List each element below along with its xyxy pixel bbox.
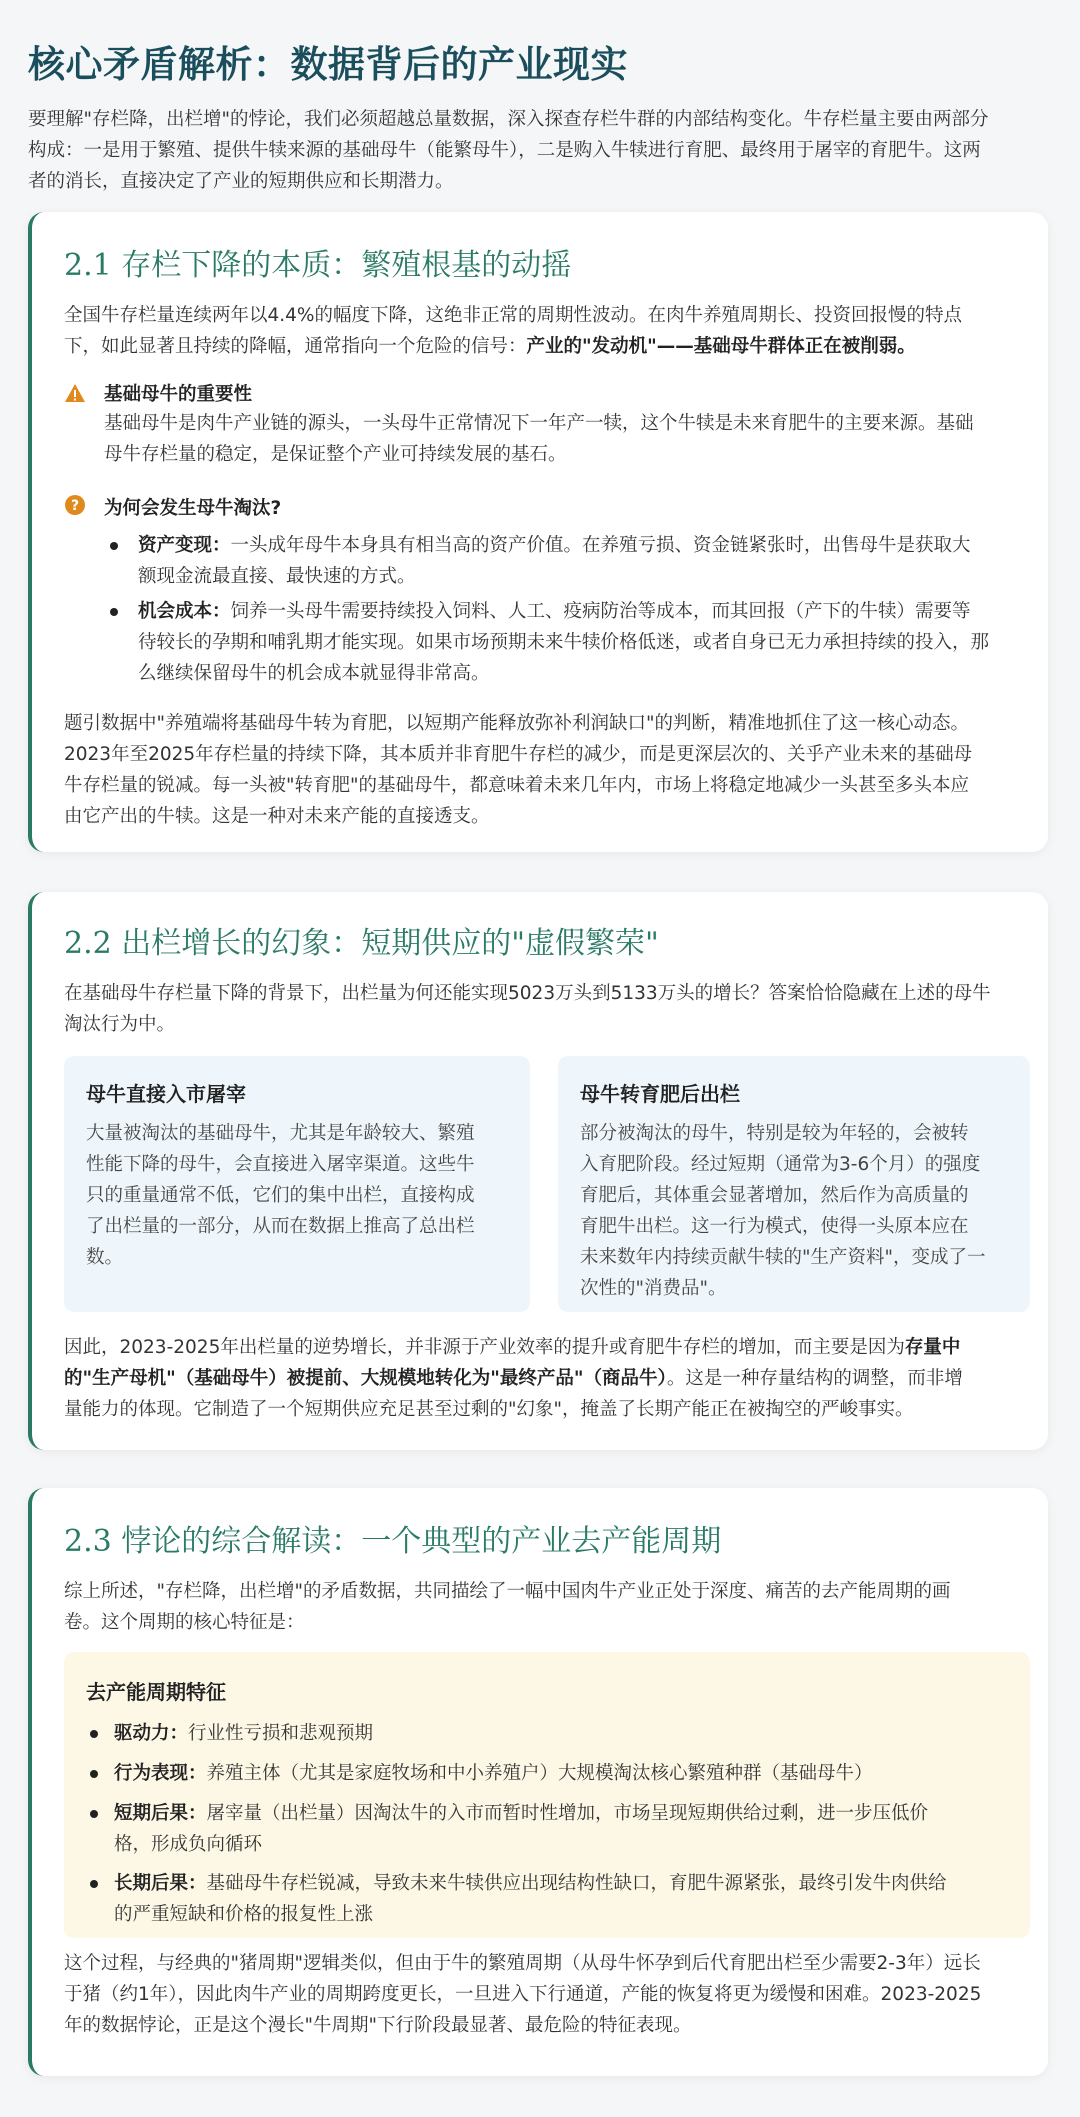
paragraph-line: 2023年至2025年存栏量的持续下降，其本质并非育肥牛存栏的减少，而是更深层次的、关乎产业未来的基础母 <box>64 744 973 765</box>
info-line: 性能下降的母牛，会直接进入屠宰渠道。这些牛 <box>86 1154 475 1175</box>
paragraph-line: 由它产出的牛犊。这是一种对未来产能的直接透支。 <box>64 806 490 827</box>
feature-text: 养殖主体（尤其是家庭牧场和中小养殖户）大规模淘汰核心繁殖种群（基础母牛） <box>206 1763 873 1784</box>
section-card-2-3 <box>28 1488 1048 2076</box>
section-heading: 2.2 出栏增长的幻象：短期供应的"虚假繁荣" <box>64 926 659 961</box>
info-box-title: 母牛直接入市屠宰 <box>86 1082 246 1106</box>
paragraph-line: 年的数据悖论，正是这个漫长"牛周期"下行阶段最显著、最危险的特征表现。 <box>64 2015 692 2036</box>
info-line: 数。 <box>86 1247 124 1268</box>
section-card-2-1 <box>28 212 1048 852</box>
info-box-text <box>86 1118 475 1273</box>
section-paragraph <box>64 1332 1030 1425</box>
paragraph-text: 。这是一种存量结构的调整，而非增 <box>666 1368 963 1389</box>
bullet-dot <box>90 1880 98 1888</box>
paragraph-line <box>64 331 1030 362</box>
svg-text:?: ? <box>70 498 80 514</box>
intro-line: 构成：一是用于繁殖、提供牛犊来源的基础母牛（能繁母牛），二是购入牛犊进行育肥、最终用于屠宰的育肥牛。这两 <box>28 140 981 161</box>
paragraph-line: 牛存栏量的锐减。每一头被"转育肥"的基础母牛，都意味着未来几年内，市场上将稳定地减少一头甚至多头本应 <box>64 775 970 796</box>
page-title: 核心矛盾解析：数据背后的产业现实 <box>28 43 628 86</box>
note-title: 基础母牛的重要性 <box>104 384 253 405</box>
feature-text: 行业性亏损和悲观预期 <box>188 1723 374 1744</box>
list-item <box>104 596 1034 689</box>
bullet-dot <box>90 1770 98 1778</box>
info-line: 育肥牛出栏。这一行为模式，使得一头原本应在 <box>580 1216 969 1237</box>
section-paragraph <box>64 300 1030 362</box>
note-line: 基础母牛是肉牛产业链的源头，一头母牛正常情况下一年产一犊，这个牛犊是未来育肥牛的主要来源。基础 <box>104 413 974 434</box>
feature-text: 屠宰量（出栏量）因淘汰牛的入市而暂时性增加，市场呈现短期供给过剩，进一步压低价 <box>206 1803 929 1824</box>
bullet-label: 资产变现： <box>138 535 231 556</box>
bullet-dot <box>90 1730 98 1738</box>
feature-label: 行为表现： <box>114 1763 207 1784</box>
feature-label: 驱动力： <box>114 1723 189 1744</box>
intro-line: 者的消长，直接决定了产业的短期供应和长期潜力。 <box>28 171 454 192</box>
feature-label: 短期后果： <box>114 1803 207 1824</box>
section-heading: 2.1 存栏下降的本质：繁殖根基的动摇 <box>64 248 572 283</box>
bullet-dot <box>110 542 118 550</box>
highlight-text: 产业的"发动机"——基础母牛群体正在被削弱。 <box>526 336 916 357</box>
bullet-text: 么继续保留母牛的机会成本就显得非常高。 <box>138 663 490 684</box>
info-box-text <box>580 1118 986 1304</box>
paragraph-line: 卷。这个周期的核心特征是： <box>64 1612 305 1633</box>
feature-box <box>64 1652 1030 1938</box>
info-box-direct-slaughter <box>64 1056 530 1312</box>
info-line: 育肥后，其体重会显著增加，然后作为高质量的 <box>580 1185 969 1206</box>
bullet-text: 额现金流最直接、最快速的方式。 <box>138 566 416 587</box>
feature-text: 的严重短缺和价格的报复性上涨 <box>114 1904 374 1925</box>
paragraph-text: 因此，2023-2025年出栏量的逆势增长，并非源于产业效率的提升或育肥牛存栏的增加，而主要是因为 <box>64 1337 905 1358</box>
section-card-2-2 <box>28 892 1048 1450</box>
paragraph-line: 于猪（约1年），因此肉牛产业的周期跨度更长，一旦进入下行通道，产能的恢复将更为缓慢和困难。2023-2025 <box>64 1984 982 2005</box>
intro-line: 要理解"存栏降，出栏增"的悖论，我们必须超越总量数据，深入探查存栏牛群的内部结构变化。牛存栏量主要由两部分 <box>28 109 989 130</box>
info-box-title: 母牛转育肥后出栏 <box>580 1082 740 1106</box>
info-line: 大量被淘汰的基础母牛，尤其是年龄较大、繁殖 <box>86 1123 475 1144</box>
section-paragraph <box>64 1948 1030 2041</box>
section-heading: 2.3 悖论的综合解读：一个典型的产业去产能周期 <box>64 1524 722 1559</box>
info-line: 只的重量通常不低，它们的集中出栏，直接构成 <box>86 1185 475 1206</box>
paragraph-line: 综上所述，"存栏降，出栏增"的矛盾数据，共同描绘了一幅中国肉牛产业正处于深度、痛苦的去产能周期的画 <box>64 1581 951 1602</box>
highlight-text: 存量中 <box>904 1337 961 1358</box>
info-line: 次性的"消费品"。 <box>580 1278 727 1299</box>
list-item <box>104 530 1034 592</box>
bullet-dot <box>110 608 118 616</box>
paragraph-line: 题引数据中"养殖端将基础母牛转为育肥，以短期产能释放弥补利润缺口"的判断，精准地抓住了这一核心动态。 <box>64 713 970 734</box>
paragraph-line: 这个过程，与经典的"猪周期"逻辑类似，但由于牛的繁殖周期（从母牛怀孕到后代育肥出栏至少需要2-3年）远长 <box>64 1953 981 1974</box>
section-paragraph <box>64 978 1030 1040</box>
note-text <box>104 408 1034 470</box>
note-title: 为何会发生母牛淘汰? <box>104 498 282 519</box>
section-paragraph <box>64 708 1030 832</box>
paragraph-text: 下，如此显著且持续的降幅，通常指向一个危险的信号： <box>64 336 527 357</box>
info-box-fattening <box>558 1056 1030 1312</box>
feature-label: 长期后果： <box>114 1873 207 1894</box>
info-line: 了出栏量的一部分，从而在数据上推高了总出栏 <box>86 1216 475 1237</box>
paragraph-line: 在基础母牛存栏量下降的背景下，出栏量为何还能实现5023万头到5133万头的增长？答案恰恰隐藏在上述的母牛 <box>64 983 991 1004</box>
bullet-text: 待较长的孕期和哺乳期才能实现。如果市场预期未来牛犊价格低迷，或者自身已无力承担持续的投入，那 <box>138 632 990 653</box>
bullet-dot <box>90 1810 98 1818</box>
bullet-text: 饲养一头母牛需要持续投入饲料、人工、疫病防治等成本，而其回报（产下的牛犊）需要等 <box>230 601 971 622</box>
info-line: 入育肥阶段。经过短期（通常为3-6个月）的强度 <box>580 1154 981 1175</box>
feature-box-title: 去产能周期特征 <box>86 1680 226 1704</box>
feature-text: 基础母牛存栏锐减，导致未来牛犊供应出现结构性缺口，育肥牛源紧张，最终引发牛肉供给 <box>206 1873 947 1894</box>
question-icon <box>64 494 86 516</box>
highlight-text: 的"生产母机"（基础母牛）被提前、大规模地转化为"最终产品"（商品牛） <box>64 1368 667 1389</box>
paragraph-line: 全国牛存栏量连续两年以4.4%的幅度下降，这绝非正常的周期性波动。在肉牛养殖周期长、投资回报慢的特点 <box>64 305 963 326</box>
section-paragraph <box>64 1576 1030 1638</box>
paragraph-line: 量能力的体现。它制造了一个短期供应充足甚至过剩的"幻象"，掩盖了长期产能正在被掏空的严峻事实。 <box>64 1399 914 1420</box>
intro-paragraph <box>28 104 1048 197</box>
warning-icon <box>64 382 86 404</box>
paragraph-line: 淘汰行为中。 <box>64 1014 176 1035</box>
note-line: 母牛存栏量的稳定，是保证整个产业可持续发展的基石。 <box>104 444 567 465</box>
info-line: 未来数年内持续贡献牛犊的"生产资料"，变成了一 <box>580 1247 986 1268</box>
bullet-label: 机会成本： <box>138 601 231 622</box>
feature-text: 格，形成负向循环 <box>114 1834 263 1855</box>
bullet-text: 一头成年母牛本身具有相当高的资产价值。在养殖亏损、资金链紧张时，出售母牛是获取大 <box>230 535 971 556</box>
info-line: 部分被淘汰的母牛，特别是较为年轻的，会被转 <box>580 1123 969 1144</box>
